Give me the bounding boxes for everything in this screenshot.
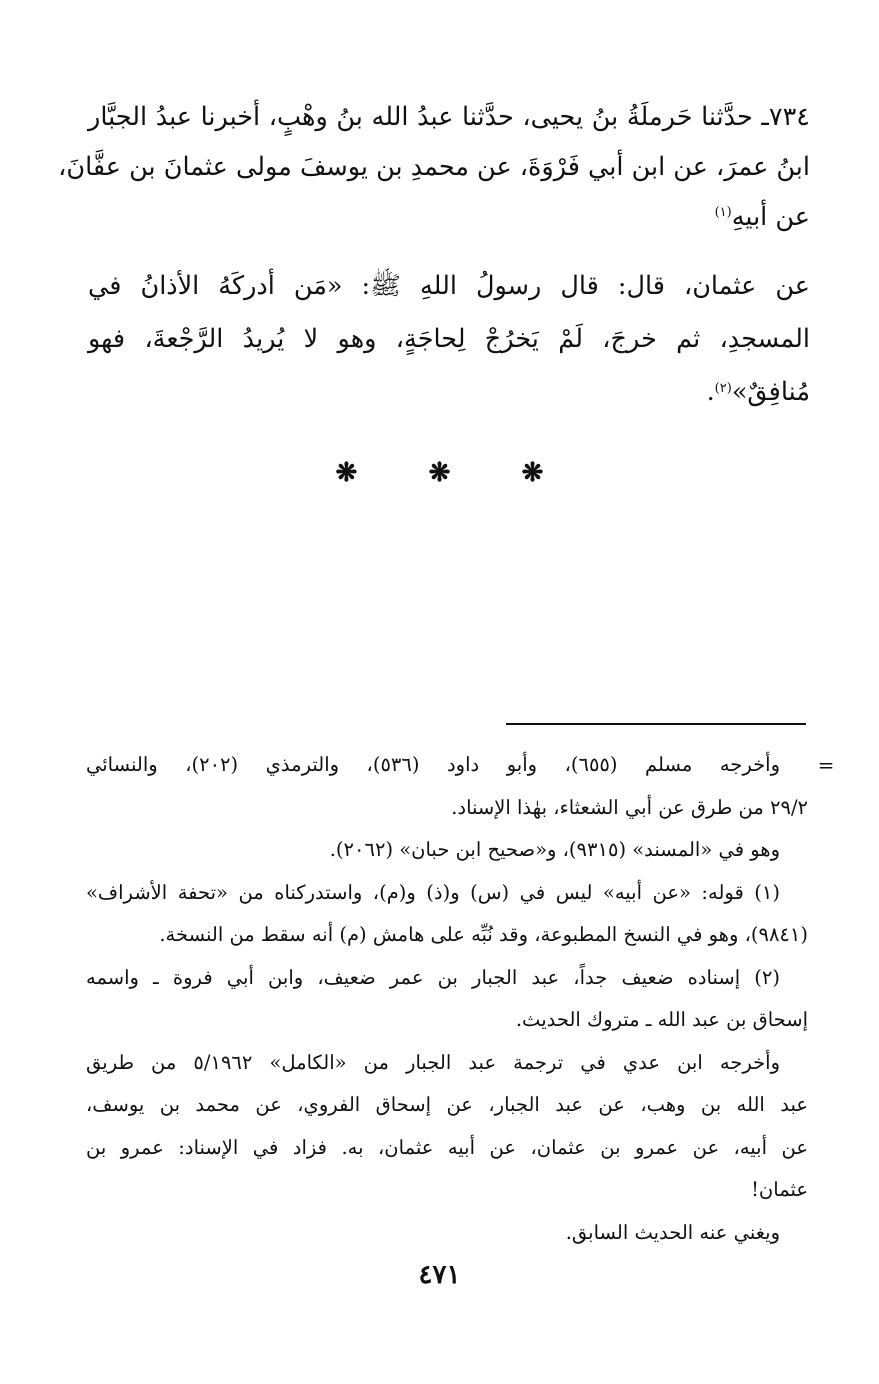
footnote-line: وأخرجه مسلم (٦٥٥)، وأبو داود (٥٣٦)، والترمذي (٢٠٢)، والنسائي	[86, 753, 780, 776]
separator-star-icon: ❋	[335, 458, 358, 488]
footnote-continuation-mark: =	[817, 753, 835, 777]
isnad-line-3-text: عن أبيهِ	[731, 202, 810, 232]
footnote-2-line: (٢) إسناده ضعيف جداً، عبد الجبار بن عمر ضعيف، وابن أبي فروة ـ واسمه	[86, 965, 780, 989]
isnad-line-2: ابنُ عمرَ، عن ابن أبي فَرْوَةَ، عن محمدِ بن يوسفَ مولى عثمانَ بن عفَّانَ،	[58, 152, 810, 182]
footnotes	[86, 744, 808, 1254]
matn-end-period: .	[706, 377, 715, 407]
section-separator	[0, 458, 879, 488]
footnote-ref-1: (١)	[714, 205, 732, 220]
footnote-line: وهو في «المسند» (٩٣١٥)، و«صحيح ابن حبان» (٢٠٦٢).	[329, 838, 780, 861]
separator-star-icon: ❋	[428, 458, 451, 488]
footnote-1-line: (٩٨٤١)، وهو في النسخ المطبوعة، وقد نُبِّه على هامش (م) أنه سقط من النسخة.	[159, 923, 808, 946]
matn-line-2: المسجدِ، ثم خرجَ، لَمْ يَخرُجْ لِحاجَةٍ، وهو لا يُريدُ الرَّجْعةَ، فهو	[88, 324, 810, 354]
separator-star-icon: ❋	[521, 458, 544, 488]
matn-line-1: عن عثمان، قال: قال رسولُ اللهِ ﷺ: «مَن أدركَهُ الأذانُ في	[88, 271, 810, 301]
hadith-matn	[88, 260, 810, 419]
footnote-2-line: عبد الله بن وهب، عن عبد الجبار، عن إسحاق الفروي، عن محمد بن يوسف،	[86, 1093, 808, 1116]
footnote-2-line: وأخرجه ابن عدي في ترجمة عبد الجبار من «الكامل» ٥/١٩٦٢ من طريق	[86, 1050, 780, 1074]
footnote-2-line: عن أبيه، عن عمرو بن عثمان، عن أبيه عثمان، به. فزاد في الإسناد: عمرو بن	[86, 1135, 808, 1159]
isnad-line-3	[88, 192, 810, 242]
isnad-line-1: ٧٣٤ـ حدَّثنا حَرملَةُ بنُ يحيى، حدَّثنا عبدُ الله بنُ وهْبٍ، أخبرنا عبدُ الجبَّار	[88, 102, 810, 132]
page-number: ٤٧١	[418, 1260, 461, 1290]
footnote-2-line: عثمان!	[751, 1178, 808, 1201]
matn-line-3	[88, 366, 810, 419]
matn-line-3-text: مُنافِقٌ»	[731, 377, 810, 407]
footnote-ref-2: (٢)	[714, 381, 732, 396]
footnote-line: ٢٩/٢ من طرق عن أبي الشعثاء، بهٰذا الإسناد.	[451, 795, 808, 819]
footnote-divider	[506, 723, 806, 725]
footnote-2-line: ويغني عنه الحديث السابق.	[565, 1220, 780, 1244]
footnote-1-line: (١) قوله: «عن أبيه» ليس في (س) و(ذ) و(م)، واستدركناه من «تحفة الأشراف»	[86, 880, 780, 904]
hadith-text	[58, 92, 810, 419]
hadith-isnad	[58, 92, 810, 242]
footnote-2-line: إسحاق بن عبد الله ـ متروك الحديث.	[515, 1008, 808, 1031]
